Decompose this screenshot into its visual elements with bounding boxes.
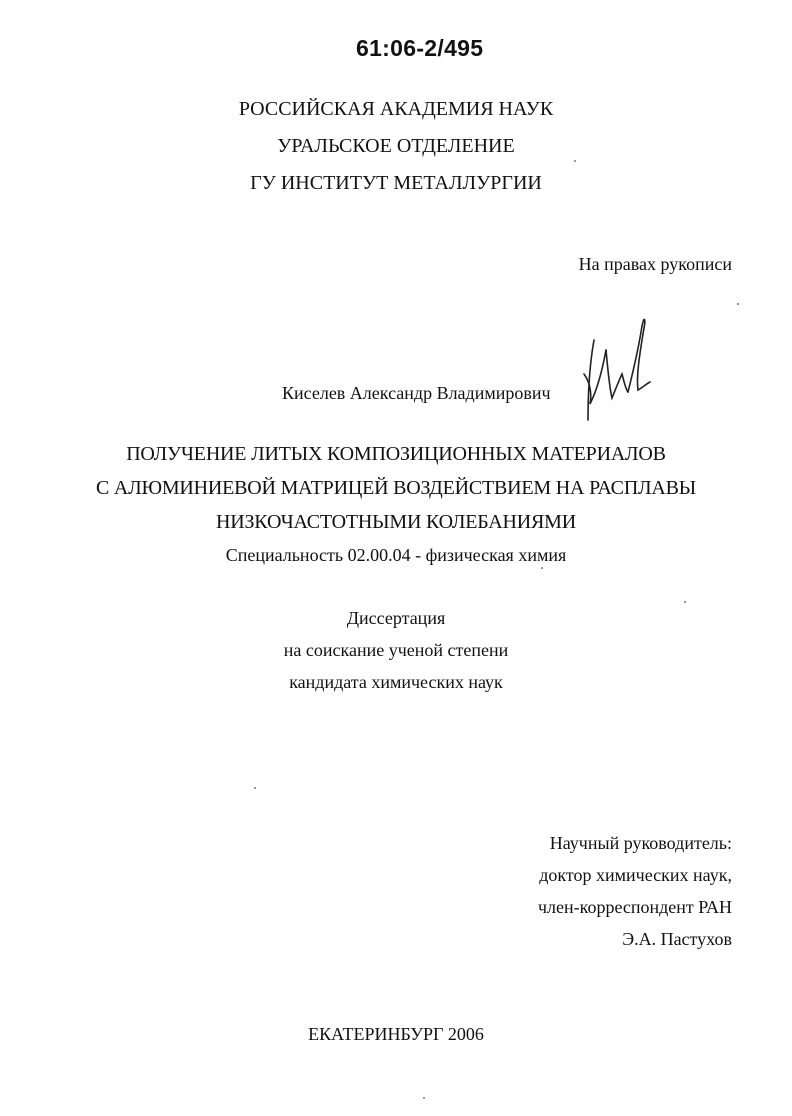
dissertation-degree: кандидата химических наук [289, 672, 503, 692]
rights-note: На правах рукописи [578, 254, 732, 274]
scan-speck [541, 567, 543, 569]
dissertation-purpose: на соискание ученой степени [283, 640, 509, 660]
specialty: Специальность 02.00.04 - физическая химия [225, 545, 567, 565]
scan-speck [254, 787, 256, 789]
supervisor-label: Научный руководитель: [549, 833, 732, 853]
supervisor-degree: доктор химических наук, [539, 865, 732, 885]
scan-speck [737, 303, 739, 305]
supervisor-position: член-корреспондент РАН [537, 897, 732, 917]
supervisor-name: Э.А. Пастухов [622, 929, 732, 949]
signature-image [576, 312, 666, 422]
scan-speck [574, 160, 576, 162]
organization-branch: УРАЛЬСКОЕ ОТДЕЛЕНИЕ [277, 135, 515, 157]
author-name: Киселев Александр Владимирович [282, 383, 551, 403]
archive-code: 61:06-2/495 [356, 35, 484, 61]
dissertation-label: Диссертация [346, 608, 446, 628]
scan-speck [423, 1097, 425, 1099]
thesis-title-line-3: НИЗКОЧАСТОТНЫМИ КОЛЕБАНИЯМИ [216, 511, 576, 533]
city-year: ЕКАТЕРИНБУРГ 2006 [308, 1024, 484, 1044]
thesis-title-line-1: ПОЛУЧЕНИЕ ЛИТЫХ КОМПОЗИЦИОННЫХ МАТЕРИАЛОВ [126, 443, 666, 465]
organization-institute: ГУ ИНСТИТУТ МЕТАЛЛУРГИИ [250, 172, 542, 194]
thesis-title-line-2: С АЛЮМИНИЕВОЙ МАТРИЦЕЙ ВОЗДЕЙСТВИЕМ НА РАСПЛАВЫ [95, 477, 697, 499]
organization-academy: РОССИЙСКАЯ АКАДЕМИЯ НАУК [238, 98, 554, 120]
scan-speck [684, 601, 686, 603]
